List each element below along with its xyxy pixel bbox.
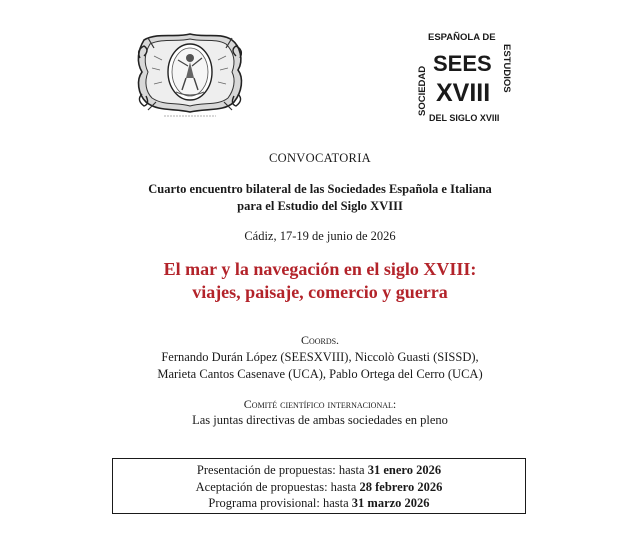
deadline-acceptance — [113, 479, 525, 496]
svg-text:SOCIEDAD: SOCIEDAD — [417, 65, 428, 116]
svg-text:ESPAÑOLA DE: ESPAÑOLA DE — [428, 32, 496, 43]
svg-text:XVIII: XVIII — [436, 79, 491, 107]
svg-text:DEL SIGLO XVIII: DEL SIGLO XVIII — [429, 113, 500, 123]
conference-title-line-2: viajes, paisaje, comercio y guerra — [192, 282, 448, 302]
committee-heading: Comité científico internacional: — [243, 397, 397, 411]
committee-text: Las juntas directivas de ambas sociedades en pleno — [192, 413, 448, 427]
event-line-2: para el Estudio del Siglo XVIII — [237, 199, 403, 213]
deadline-label: Aceptación de propuestas: hasta — [195, 479, 360, 494]
place-and-date: Cádiz, 17-19 de junio de 2026 — [244, 229, 396, 243]
deadline-label: Presentación de propuestas: hasta — [196, 463, 368, 477]
coords-heading: Coords. — [300, 333, 340, 347]
deadline-program — [113, 495, 525, 512]
deadlines-box — [112, 458, 526, 514]
deadline-submission — [113, 462, 525, 479]
coords-names-line-1: Fernando Durán López (SEESXVIII), Niccolò Guasti (SISSD), — [161, 350, 479, 364]
deadline-date: 31 marzo 2026 — [351, 496, 430, 510]
svg-text:SEES: SEES — [433, 51, 492, 76]
deadline-date: 28 febrero 2026 — [359, 479, 443, 494]
engraved-cartouche-logo — [134, 28, 246, 120]
convocatoria-heading: CONVOCATORIA — [269, 151, 371, 165]
event-line-1: Cuarto encuentro bilateral de las Sociedades Española e Italiana — [148, 182, 492, 196]
conference-title-line-1: El mar y la navegación en el siglo XVIII: — [163, 259, 477, 279]
deadline-label: Programa provisional: hasta — [208, 496, 352, 510]
svg-text:ESTUDIOS: ESTUDIOS — [501, 44, 512, 93]
sees-society-logo — [416, 30, 512, 126]
deadline-date: 31 enero 2026 — [367, 463, 442, 477]
coords-names-line-2: Marieta Cantos Casenave (UCA), Pablo Ortega del Cerro (UCA) — [157, 367, 483, 381]
